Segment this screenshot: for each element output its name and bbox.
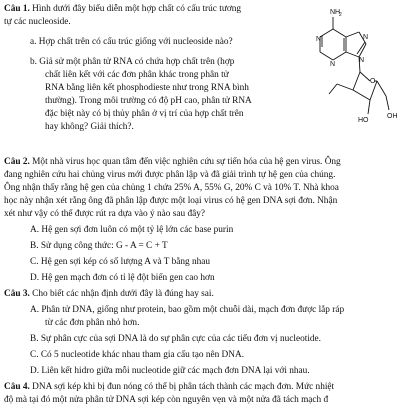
q3-option-d: D. Liên kết hidro giữa mỗi nucleotide giữ các mạch đơn DNA lại với nhau. xyxy=(30,366,310,376)
oh-label: OH xyxy=(387,113,398,120)
nucleoside-analog-structure xyxy=(293,2,400,152)
q4-heading: Câu 4. xyxy=(4,382,30,392)
nh2-label: NH xyxy=(330,9,341,16)
q2-option-b: B. Sử dụng công thức: G - A = C + T xyxy=(30,241,168,251)
ring-n-4: N xyxy=(359,57,365,64)
ring-oxygen: O xyxy=(370,78,376,85)
q3-option-a-line-2: từ các đơn phân nhỏ hơn. xyxy=(45,318,140,328)
nh2-subscript: 2 xyxy=(339,12,342,18)
ho-label: HO xyxy=(358,117,369,124)
q1-part-b-line-3: RNA bằng liên kết phosphodieste như trong RNA bình xyxy=(45,83,249,93)
q1-part-b-line-6: hay không? Giải thích?. xyxy=(45,122,134,132)
q3-heading: Câu 3. xyxy=(4,289,30,299)
q2-line-2: đang nghiên cứu hai chủng virus mới được phân lập và đã giải trình tự hệ gen của chúng. xyxy=(4,170,336,180)
q2-option-c: C. Hệ gen sợi kép có số lượng A và T bằng nhau xyxy=(30,257,211,267)
q1-part-b-line-1: b. Giả sử một phân tử RNA có chứa hợp chất trên (hợp xyxy=(30,57,235,67)
q1-heading: Câu 1. xyxy=(4,4,30,14)
q2-line-1-text: Một nhà virus học quan tâm đến việc nghiên cứu sự tiến hóa của hệ gen virus. Ông xyxy=(29,157,341,167)
q1-part-b-line-5: đặc biệt này có bị thủy phân ở vị trí của hợp chất trên xyxy=(45,109,244,119)
q1-intro-text: Hình dưới đây biểu diễn một hợp chất có cấu trúc tương xyxy=(29,4,242,14)
q1-part-b-line-2: chất liên kết với các đơn phân khác trong phân tử xyxy=(45,70,229,80)
q1-part-b-line-4: thường). Trong môi trường có độ pH cao, phân tử RNA xyxy=(45,96,252,106)
ring-n-3: N xyxy=(363,34,369,41)
q2-line-5: xét như vậy có thể được rút ra dựa vào ý nào sau đây? xyxy=(4,209,205,219)
q2-option-a: A. Hệ gen sợi đơn luôn có một tỷ lệ lớn các base purin xyxy=(30,225,234,235)
q2-line-3: Ông nhận thấy rằng hệ gen của chủng 1 chứa 25% A, 55% G, 20% C và 10% T. Nhà khoa xyxy=(4,183,339,193)
q3-stem xyxy=(4,288,214,300)
ring-n-2: N xyxy=(330,61,336,68)
q1-intro-line-2: tự các nucleoside. xyxy=(4,17,71,27)
q2-line-4: học này nhận xét rằng ông đã phân lập được một loại virus có hệ gen DNA sợi đơn. Nhận xyxy=(4,196,338,206)
q2-option-d: D. Hệ gen mạch đơn có tỉ lệ đột biến gen cao hơn xyxy=(30,273,215,283)
ring-n-1: N xyxy=(316,36,322,43)
q2-heading: Câu 2. xyxy=(4,157,30,167)
q3-option-b: B. Sự phân cực của sợi DNA là do sự phân cực của các tiểu đơn vị nucleotide. xyxy=(30,334,321,344)
q4-line-2-partial: độ mà tại đó một nửa phân tử DNA sợi kép còn nguyên vẹn và một nửa đã tách mạch đ xyxy=(4,395,329,405)
q3-stem-text: Cho biết các nhận định dưới đây là đúng hay sai. xyxy=(29,289,214,299)
q4-line-1 xyxy=(4,381,334,393)
q2-line-1 xyxy=(4,156,341,168)
q3-option-a-line-1: A. Phân tử DNA, giống như protein, bao gồm một chuỗi dài, mạch đơn được lắp ráp xyxy=(30,305,345,315)
q1-intro-line-1 xyxy=(4,3,294,15)
q4-line-1-text: DNA sợi kép khi bị đun nóng có thể bị phân tách thành các mạch đơn. Mức nhiệt xyxy=(29,382,335,392)
q3-option-c: C. Có 5 nucleotide khác nhau tham gia cấu tạo nên DNA. xyxy=(30,350,245,360)
q1-part-a: a. Hợp chất trên có cấu trúc giống với nucleoside nào? xyxy=(30,37,233,47)
